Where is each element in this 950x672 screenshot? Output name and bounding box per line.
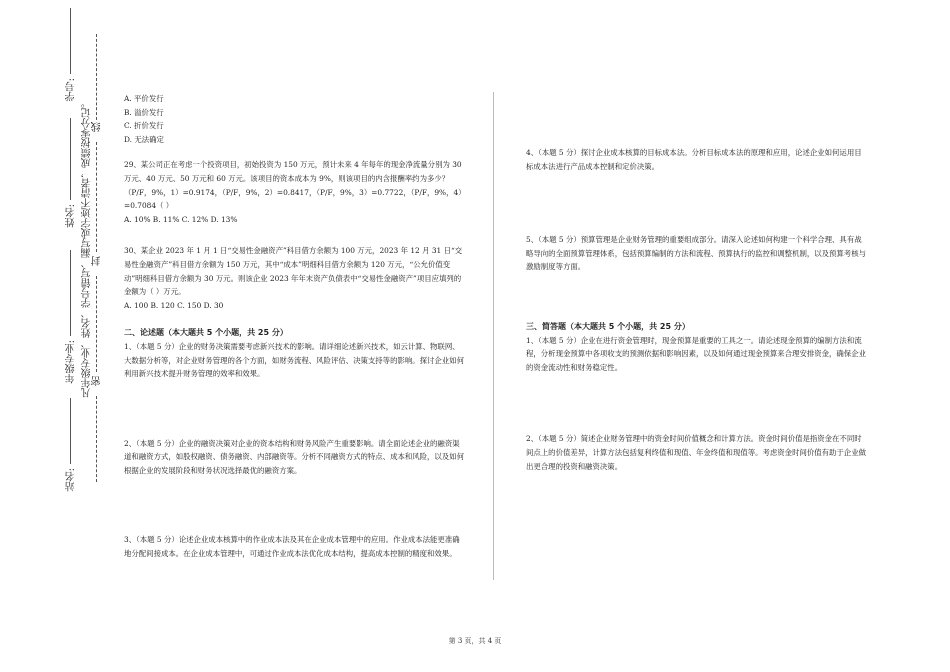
exam-site-line [70,398,71,464]
essay-question-5: 5、（本题 5 分）预算管理是企业财务管理的重要组成部分。请深入论述如何构建一个科学合理、具有战略导向的全面预算管理体系，包括预算编制的方法和流程、预算执行的监控和调整机制，以及预算考核与激励制度等方面。 [526,235,866,272]
short-answer-1: 1、（本题 5 分）企业在进行资金管理时，现金预算是重要的工具之一。请论述现金预算的编制方法和流程，分析现金预算中各项收支的预测依据和影响因素，以及如何通过现金预算来合理安排资金，确保企业的资金流动性和财务稳定性。 [526,335,866,372]
name-line [70,118,71,200]
binding-instruction: 凡年级专业、姓名、学号错写、漏写或字迹不清者，成绩按零分记。 [82,98,93,398]
seal-mark-feng: 封 [92,256,103,266]
option-c: C. 折价发行 [124,121,164,131]
seal-mark-xian: 线 [92,122,103,132]
right-column [526,146,866,473]
student-id-label: 学号: [66,78,77,102]
short-answer-2: 2、（本题 5 分）简述企业财务管理中的资金时间价值概念和计算方法。资金时间价值是指资金在不同时间点上的价值差异，计算方法包括复利终值和现值、年金终值和现值等。考虑资金时间价值有助于企业做出更合理的投资和融资决策。 [526,434,866,471]
option-d: D. 无法确定 [124,134,164,144]
question-30-stem: 30、某企业 2023 年 1 月 1 日“交易性金融资产”科目借方余额为 100 万元，2023 年 12 月 31 日“交易性金融资产”科目借方余额为 150 万元，其中“成本”明细科目借方余额为 120 万元，“公允价值变动”明细科目借方余额为 30 万元。则该企业 2023 年年末资产负债表中“交易性金融资产”项目应填列的金额为（ ）万元。 [124,246,463,297]
option-b: B. 溢价发行 [124,107,164,117]
essay-question-4: 4、（本题 5 分）探讨企业成本核算的目标成本法。分析目标成本法的原理和应用，论述企业如何运用目标成本法进行产品成本控制和定价决策。 [526,148,862,171]
grade-major-label: 年级专业: [66,340,77,384]
section-2-title: 二、论述题（本大题共 5 个小题，共 25 分） [124,328,288,338]
essay-question-3: 3、（本题 5 分）论述企业成本核算中的作业成本法及其在企业成本管理中的应用。作业成本法能更准确地分配间接成本。在企业成本管理中，可通过作业成本法优化成本结构，提高成本控制的精度和效果。 [124,535,460,559]
seal-mark-mi: 密 [92,376,103,386]
seal-dashed-line-bottom [96,396,97,482]
essay-question-1: 1、（本题 5 分）企业的财务决策需要考虑新兴技术的影响。请详细论述新兴技术，如云计算、物联网、大数据分析等，对企业财务管理的各个方面，如财务流程、风险评估、决策支持等的影响。探讨企业如何利用新兴技术提升财务管理的效率和效果。 [124,341,464,379]
seal-dashed-line-top [96,34,97,120]
name-label: 姓名: [66,204,77,228]
option-a: A. 平价发行 [124,94,164,103]
section-3-title: 三、简答题（本大题共 5 个小题，共 25 分） [526,321,690,331]
essay-question-2: 2、（本题 5 分）企业的融资决策对企业的资本结构和财务风险产生重要影响。请全面论述企业的融资渠道和融资方式，如股权融资、债务融资、内部融资等。分析不同融资方式的特点、成本和风险，以及如何根据企业的发展阶段和财务状况选择最优的融资方案。 [124,438,464,475]
exam-site-label: 站名: [66,468,77,492]
seal-dashed-line-mid [96,142,97,252]
binding-margin [0,0,110,672]
seal-dashed-line-lower [96,276,97,372]
student-id-line [70,8,71,74]
grade-major-line [70,250,71,336]
question-29-stem: 29、某公司正在考虑一个投资项目，初始投资为 150 万元，预计未来 4 年每年的现金净流量分别为 30 万元、40 万元、50 万元和 60 万元。该项目的资本成本为 9%，则该项目的内含报酬率约为多少？（P/F，9%，1）=0.9174，（P/F，9%，2）=0.8417，（P/F，9%，3）=0.7722，（P/F，9%，4）=0.7084（ ） [124,160,462,211]
left-column [124,92,464,561]
page-footer: 第 3 页，共 4 页 [448,637,502,645]
column-divider [493,92,494,580]
question-29-options: A. 10% B. 11% C. 12% D. 13% [124,214,238,224]
question-30-options: A. 100 B. 120 C. 150 D. 30 [124,300,224,310]
